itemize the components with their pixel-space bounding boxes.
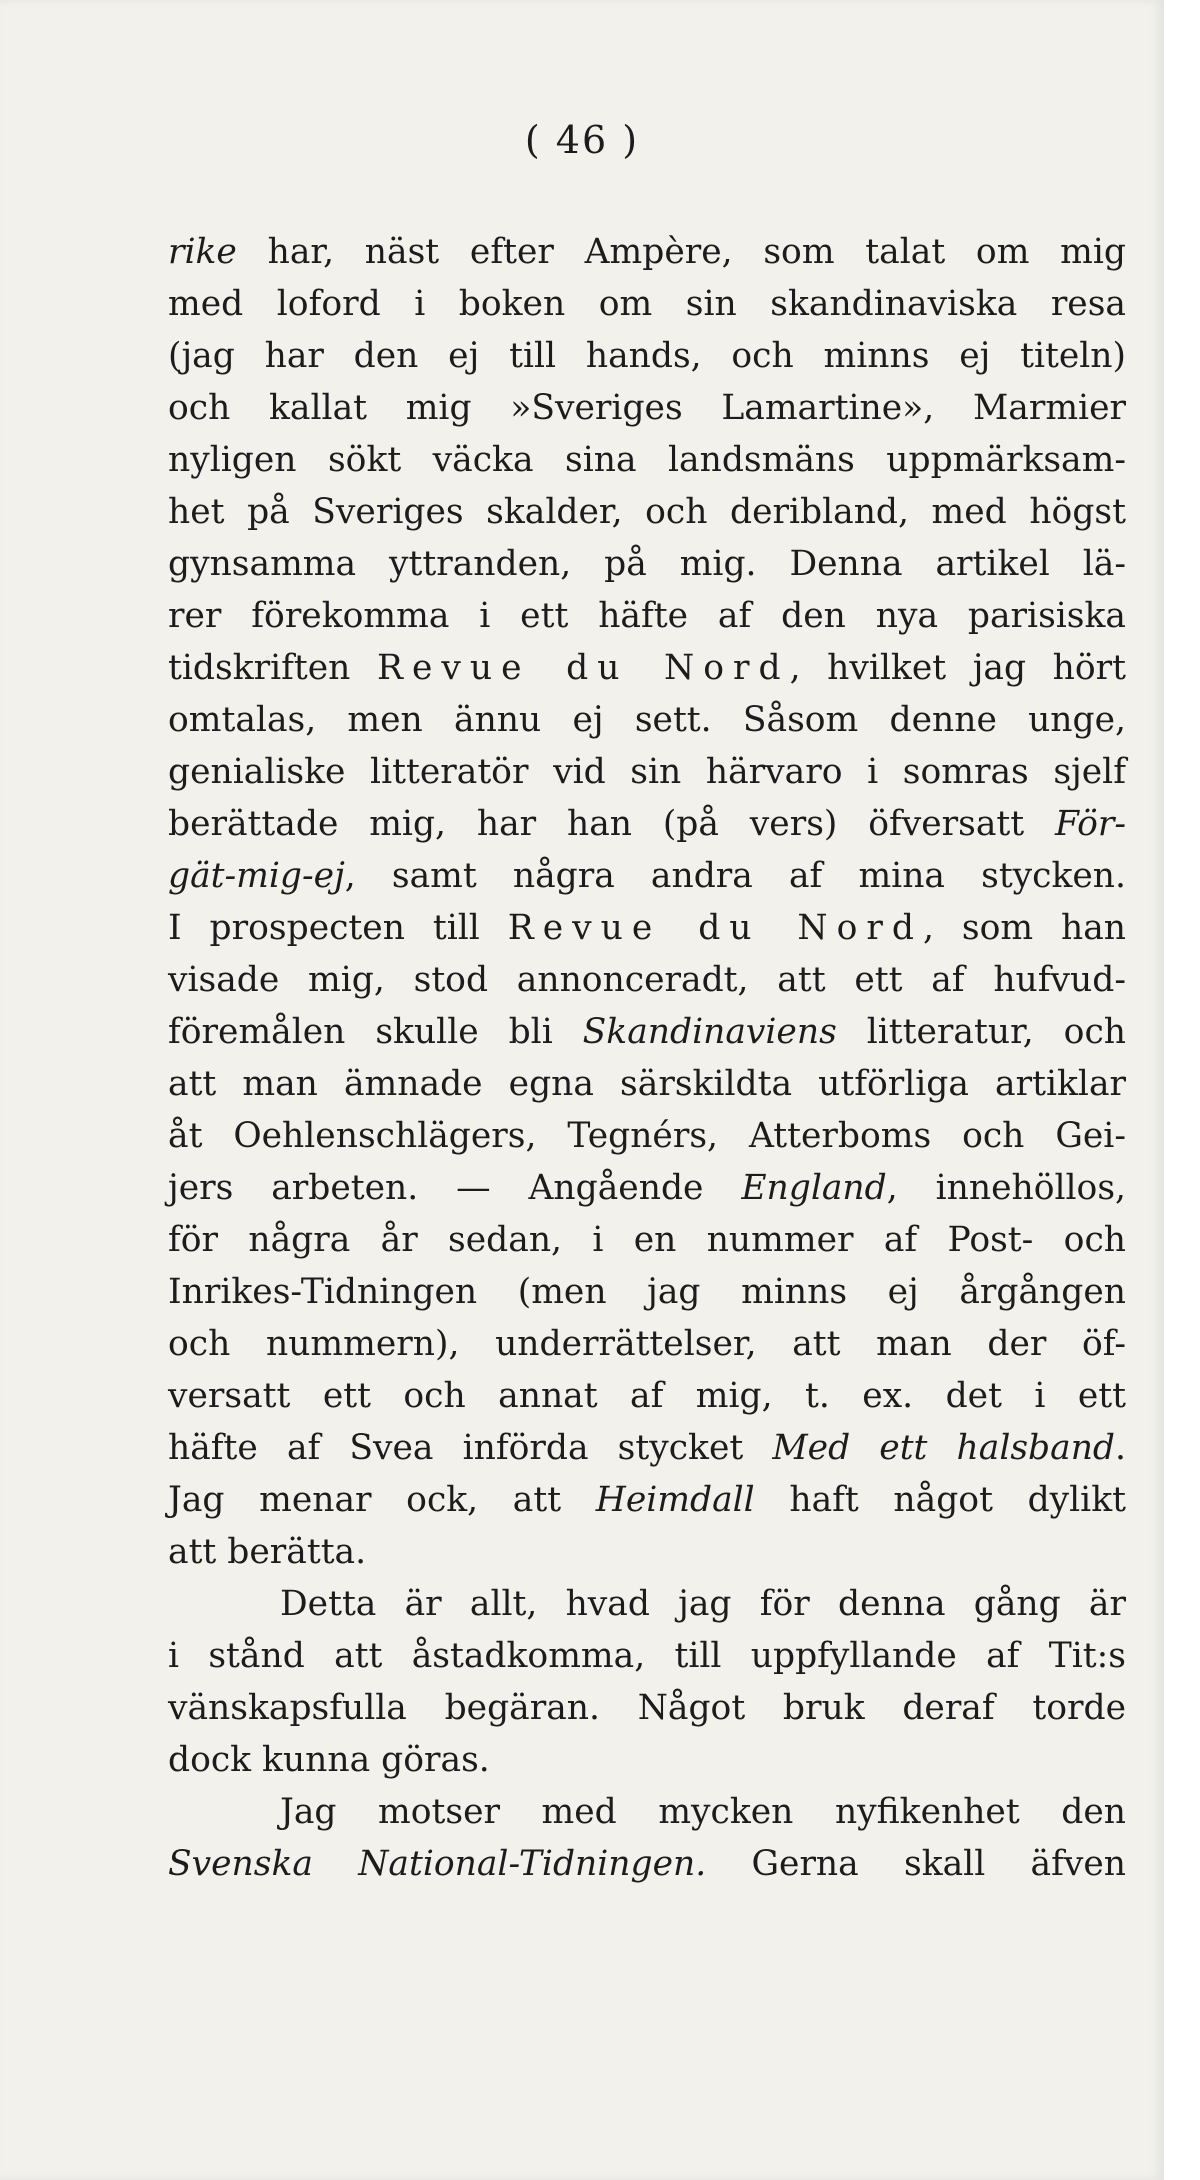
text-line bbox=[168, 1266, 1126, 1318]
text-line bbox=[168, 746, 1126, 798]
text-line bbox=[168, 434, 1126, 486]
text-line bbox=[168, 330, 1126, 382]
text-segment: Detta är allt, hvad jag för denna gång är bbox=[280, 1584, 1126, 1624]
text-segment: vänskapsfulla begäran. Något bruk deraf torde bbox=[168, 1688, 1126, 1728]
text-segment: att man ämnade egna särskildta utförliga artiklar bbox=[168, 1064, 1126, 1104]
text-line bbox=[168, 1162, 1126, 1214]
text-segment: och nummern), underrättelser, att man der öf- bbox=[168, 1324, 1126, 1364]
text-segment: rer förekomma i ett häfte af den nya parisiska bbox=[168, 596, 1126, 636]
italic-text: För- bbox=[1055, 804, 1126, 844]
text-segment: genialiske litteratör vid sin härvaro i somras sjelf bbox=[168, 752, 1126, 792]
italic-text: rike bbox=[168, 232, 237, 272]
text-segment: för några år sedan, i en nummer af Post- och bbox=[168, 1220, 1126, 1260]
text-segment: nyligen sökt väcka sina landsmäns uppmärksam- bbox=[168, 440, 1126, 480]
text-segment: (jag har den ej till hands, och minns ej titeln) bbox=[168, 336, 1126, 376]
text-line bbox=[168, 642, 1126, 694]
text-segment: i stånd att åstadkomma, till uppfyllande af Tit:s bbox=[168, 1636, 1126, 1676]
text-line bbox=[168, 226, 1126, 278]
text-segment: med loford i boken om sin skandinaviska resa bbox=[168, 284, 1126, 324]
text-line bbox=[168, 1838, 1126, 1890]
text-segment: Gerna skall äfven bbox=[706, 1844, 1126, 1884]
text-line bbox=[168, 1058, 1126, 1110]
text-segment: har, näst efter Ampère, som talat om mig bbox=[236, 232, 1126, 272]
text-line bbox=[168, 382, 1126, 434]
text-segment: Inrikes-Tidningen (men jag minns ej årgången bbox=[168, 1272, 1126, 1312]
text-line bbox=[168, 1526, 1126, 1578]
text-segment: Jag menar ock, att bbox=[168, 1480, 596, 1520]
text-segment: I prospecten till bbox=[168, 908, 508, 948]
text-segment: , samt några andra af mina stycken. bbox=[344, 856, 1126, 896]
page-margin bbox=[1164, 0, 1200, 2180]
text-line bbox=[168, 1110, 1126, 1162]
text-line bbox=[168, 850, 1126, 902]
text-line bbox=[168, 694, 1126, 746]
italic-text: Skandinaviens bbox=[582, 1012, 837, 1052]
text-line bbox=[168, 1318, 1126, 1370]
text-segment: , som han bbox=[922, 908, 1126, 948]
text-segment: Jag motser med mycken nyfikenhet den bbox=[280, 1792, 1126, 1832]
text-line bbox=[168, 486, 1126, 538]
text-line bbox=[168, 798, 1126, 850]
text-segment: tidskriften bbox=[168, 648, 377, 688]
text-segment: jers arbeten. — Angående bbox=[168, 1168, 742, 1208]
text-line bbox=[168, 1734, 1126, 1786]
text-segment: , innehöllos, bbox=[886, 1168, 1126, 1208]
italic-text: gät-mig-ej bbox=[168, 856, 345, 896]
italic-text: Med ett halsband bbox=[772, 1428, 1116, 1468]
text-segment: föremålen skulle bli bbox=[168, 1012, 583, 1052]
spaced-title-text: Revue du Nord bbox=[377, 648, 790, 688]
text-segment: åt Oehlenschlägers, Tegnérs, Atterboms och Gei- bbox=[168, 1116, 1126, 1156]
italic-text: England bbox=[741, 1168, 887, 1208]
text-line bbox=[168, 278, 1126, 330]
text-line bbox=[168, 1578, 1126, 1630]
text-segment: het på Sveriges skalder, och deribland, med högst bbox=[168, 492, 1126, 532]
text-line bbox=[168, 1214, 1126, 1266]
text-segment: gynsamma yttranden, på mig. Denna artikel lä- bbox=[168, 544, 1126, 584]
body-text bbox=[168, 226, 1126, 1890]
text-segment: att berätta. bbox=[168, 1532, 367, 1572]
italic-text: Svenska National-Tidningen. bbox=[168, 1844, 707, 1884]
text-line bbox=[168, 1422, 1126, 1474]
text-line bbox=[168, 1474, 1126, 1526]
text-segment: haft något dylikt bbox=[754, 1480, 1126, 1520]
text-line bbox=[168, 902, 1126, 954]
text-segment: visade mig, stod annonceradt, att ett af hufvud- bbox=[168, 960, 1126, 1000]
text-line bbox=[168, 1006, 1126, 1058]
text-segment: dock kunna göras. bbox=[168, 1740, 490, 1780]
text-segment: omtalas, men ännu ej sett. Såsom denne unge, bbox=[168, 700, 1126, 740]
text-line bbox=[168, 1630, 1126, 1682]
text-line bbox=[168, 1682, 1126, 1734]
text-line bbox=[168, 1370, 1126, 1422]
page-number: ( 46 ) bbox=[524, 118, 640, 162]
text-segment: , hvilket jag hört bbox=[789, 648, 1127, 688]
text-line bbox=[168, 954, 1126, 1006]
text-line bbox=[168, 1786, 1126, 1838]
text-segment: litteratur, och bbox=[836, 1012, 1126, 1052]
text-segment: versatt ett och annat af mig, t. ex. det i ett bbox=[168, 1376, 1126, 1416]
text-segment: och kallat mig »Sveriges Lamartine», Marmier bbox=[168, 388, 1126, 428]
text-segment: berättade mig, har han (på vers) öfversatt bbox=[168, 804, 1056, 844]
text-line bbox=[168, 538, 1126, 590]
italic-text: Heimdall bbox=[595, 1480, 755, 1520]
text-line bbox=[168, 590, 1126, 642]
text-segment: häfte af Svea införda stycket bbox=[168, 1428, 773, 1468]
spaced-title-text: Revue du Nord bbox=[507, 908, 923, 948]
text-segment: . bbox=[1115, 1428, 1126, 1468]
